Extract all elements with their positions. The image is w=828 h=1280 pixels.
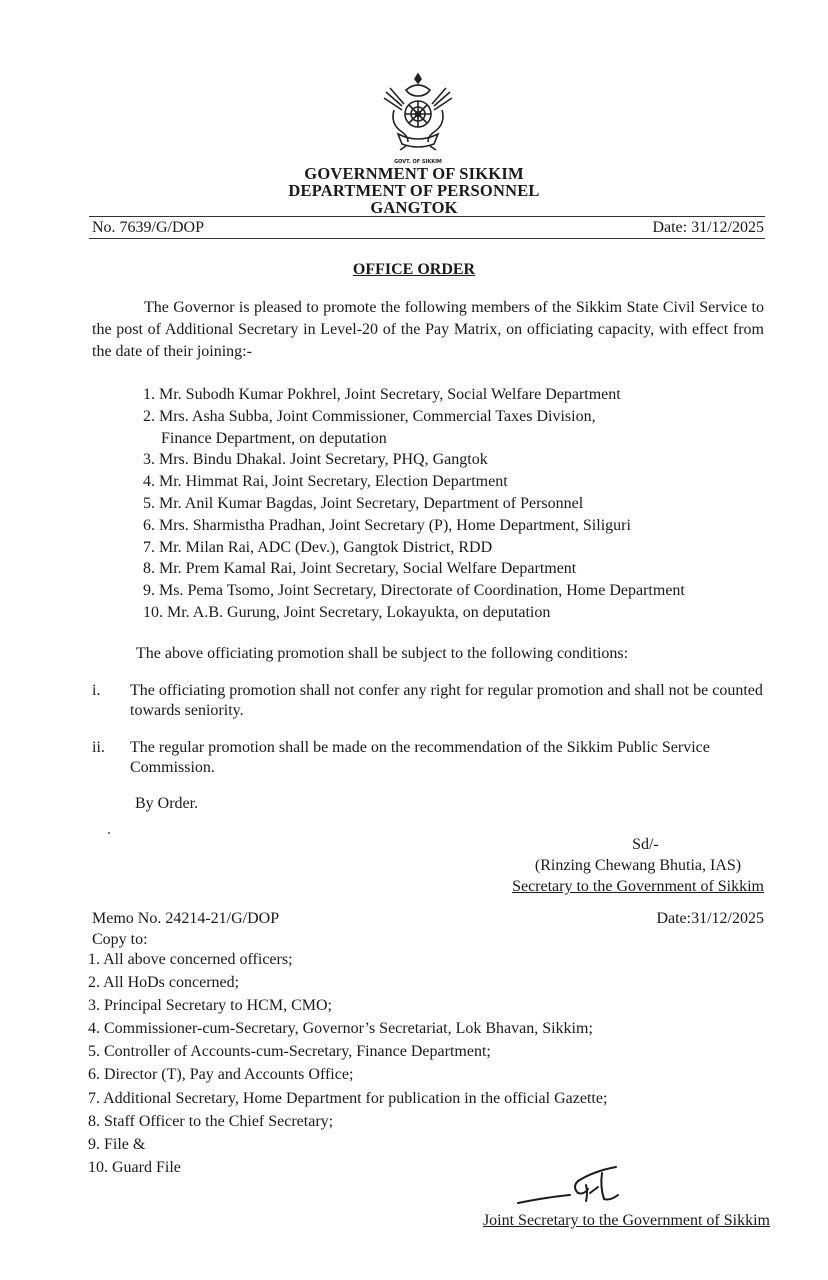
signatory-name: (Rinzing Chewang Bhutia, IAS) bbox=[534, 857, 742, 874]
memo-number: Memo No. 24214-21/G/DOP bbox=[92, 910, 280, 927]
header-department: DEPARTMENT OF PERSONNEL bbox=[288, 181, 540, 200]
list-item: 4. Commissioner-cum-Secretary, Governor’s Secretariat, Lok Bhavan, Sikkim; bbox=[88, 1020, 593, 1038]
intro-paragraph: The Governor is pleased to promote the following members of the Sikkim State Civil Service to the post of Additional Secretary in Level-20 of the Pay Matrix, on officiating capacity, with effect from the date of their joining:- bbox=[92, 299, 764, 360]
handwritten-signature-icon bbox=[516, 1163, 626, 1213]
header-government: GOVERNMENT OF SIKKIM bbox=[304, 164, 524, 183]
list-item: 2. Mrs. Asha Subba, Joint Commissioner, Commercial Taxes Division, bbox=[143, 407, 596, 425]
list-item: 1. Mr. Subodh Kumar Pokhrel, Joint Secretary, Social Welfare Department bbox=[143, 386, 621, 403]
list-item: 6. Director (T), Pay and Accounts Office; bbox=[88, 1066, 354, 1084]
list-item: 1. All above concerned officers; bbox=[88, 951, 293, 968]
header-rule-bottom bbox=[89, 238, 765, 239]
condition-item bbox=[92, 681, 764, 721]
condition-number: ii. bbox=[92, 739, 105, 756]
list-item: 9. File & bbox=[88, 1135, 146, 1153]
header-location: GANGTOK bbox=[370, 198, 458, 217]
header-rule-top bbox=[89, 216, 765, 217]
order-date: Date: 31/12/2025 bbox=[652, 219, 764, 236]
footer-signatory-designation: Joint Secretary to the Government of Sikkim bbox=[482, 1212, 770, 1229]
scan-speck bbox=[108, 832, 110, 834]
signatory-designation: Secretary to the Government of Sikkim bbox=[512, 878, 764, 895]
signatory-block bbox=[512, 834, 764, 897]
memo-date: Date:31/12/2025 bbox=[656, 910, 764, 927]
promotee-list bbox=[143, 384, 685, 624]
list-item: 10. Guard File bbox=[88, 1158, 181, 1176]
conditions-intro: The above officiating promotion shall be subject to the following conditions: bbox=[136, 645, 629, 662]
list-item: 3. Mrs. Bindu Dhakal. Joint Secretary, PHQ, Gangtok bbox=[143, 451, 488, 469]
copy-to-label: Copy to: bbox=[92, 931, 148, 948]
state-emblem-icon bbox=[380, 70, 456, 166]
emblem-caption: GOVT. OF SIKKIM bbox=[394, 159, 442, 165]
list-item: 2. All HoDs concerned; bbox=[88, 974, 240, 992]
list-item: 9. Ms. Pema Tsomo, Joint Secretary, Directorate of Coordination, Home Department bbox=[143, 582, 685, 600]
list-item: 7. Mr. Milan Rai, ADC (Dev.), Gangtok District, RDD bbox=[143, 538, 493, 556]
list-item: 3. Principal Secretary to HCM, CMO; bbox=[88, 997, 332, 1015]
list-item: 5. Mr. Anil Kumar Bagdas, Joint Secretary, Department of Personnel bbox=[143, 494, 584, 512]
list-item: 5. Controller of Accounts-cum-Secretary, Finance Department; bbox=[88, 1043, 491, 1061]
signatory-sd: Sd/- bbox=[632, 836, 659, 853]
by-order: By Order. bbox=[135, 795, 199, 812]
order-number: No. 7639/G/DOP bbox=[92, 219, 205, 236]
list-item: 8. Mr. Prem Kamal Rai, Joint Secretary, Social Welfare Department bbox=[143, 560, 577, 578]
document-title: OFFICE ORDER bbox=[352, 261, 476, 278]
condition-item bbox=[92, 738, 764, 778]
list-item: 6. Mrs. Sharmistha Pradhan, Joint Secretary (P), Home Department, Siliguri bbox=[143, 516, 631, 534]
list-item: 8. Staff Officer to the Chief Secretary; bbox=[88, 1112, 334, 1130]
condition-text: The regular promotion shall be made on the recommendation of the Sikkim Public Service Commission. bbox=[130, 739, 710, 776]
list-item: 4. Mr. Himmat Rai, Joint Secretary, Election Department bbox=[143, 473, 508, 491]
condition-text: The officiating promotion shall not confer any right for regular promotion and shall not be counted towards seniority. bbox=[130, 682, 763, 719]
condition-number: i. bbox=[92, 682, 101, 699]
copy-recipient-list bbox=[88, 948, 607, 1179]
list-item: 10. Mr. A.B. Gurung, Joint Secretary, Lokayukta, on deputation bbox=[143, 603, 551, 621]
list-item: 7. Additional Secretary, Home Department for publication in the official Gazette; bbox=[88, 1089, 608, 1107]
list-item-continuation: Finance Department, on deputation bbox=[161, 429, 387, 447]
